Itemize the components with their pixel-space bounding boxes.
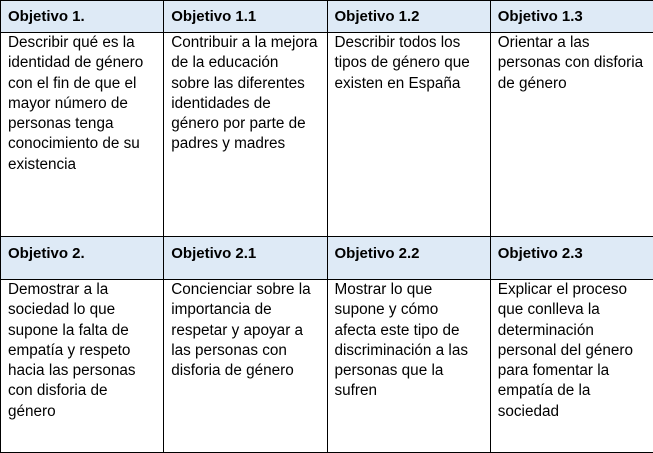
cell-objetivo-1-text: Describir qué es la identidad de género con el fin de que el mayor número de personas tenga conocimiento de su existencia [1,33,164,237]
header-cell-objetivo-2: Objetivo 2. [1,237,164,280]
header-cell-objetivo-2-2: Objetivo 2.2 [327,237,490,280]
cell-objetivo-2-1-text: Concienciar sobre la importancia de respetar y apoyar a las personas con disforia de género [164,280,327,453]
header-row-objective-1 [1,1,653,33]
cell-objetivo-1-2-text: Describir todos los tipos de género que existen en España [327,33,490,237]
cell-objetivo-2-2-text: Mostrar lo que supone y cómo afecta este tipo de discriminación a las personas que la sufren [327,280,490,453]
body-row-objective-2 [1,280,653,453]
header-cell-objetivo-1-1: Objetivo 1.1 [164,1,327,33]
header-cell-objetivo-1: Objetivo 1. [1,1,164,33]
header-row-objective-2 [1,237,653,280]
cell-objetivo-1-1-text: Contribuir a la mejora de la educación sobre las diferentes identidades de género por parte de padres y madres [164,33,327,237]
header-cell-objetivo-2-3: Objetivo 2.3 [490,237,653,280]
cell-objetivo-2-text: Demostrar a la sociedad lo que supone la falta de empatía y respeto hacia las personas con disforia de género [1,280,164,453]
body-row-objective-1 [1,33,653,237]
header-cell-objetivo-1-2: Objetivo 1.2 [327,1,490,33]
cell-objetivo-2-3-text: Explicar el proceso que conlleva la determinación personal del género para fomentar la empatía de la sociedad [490,280,653,453]
header-cell-objetivo-2-1: Objetivo 2.1 [164,237,327,280]
header-cell-objetivo-1-3: Objetivo 1.3 [490,1,653,33]
cell-objetivo-1-3-text: Orientar a las personas con disforia de género [490,33,653,237]
